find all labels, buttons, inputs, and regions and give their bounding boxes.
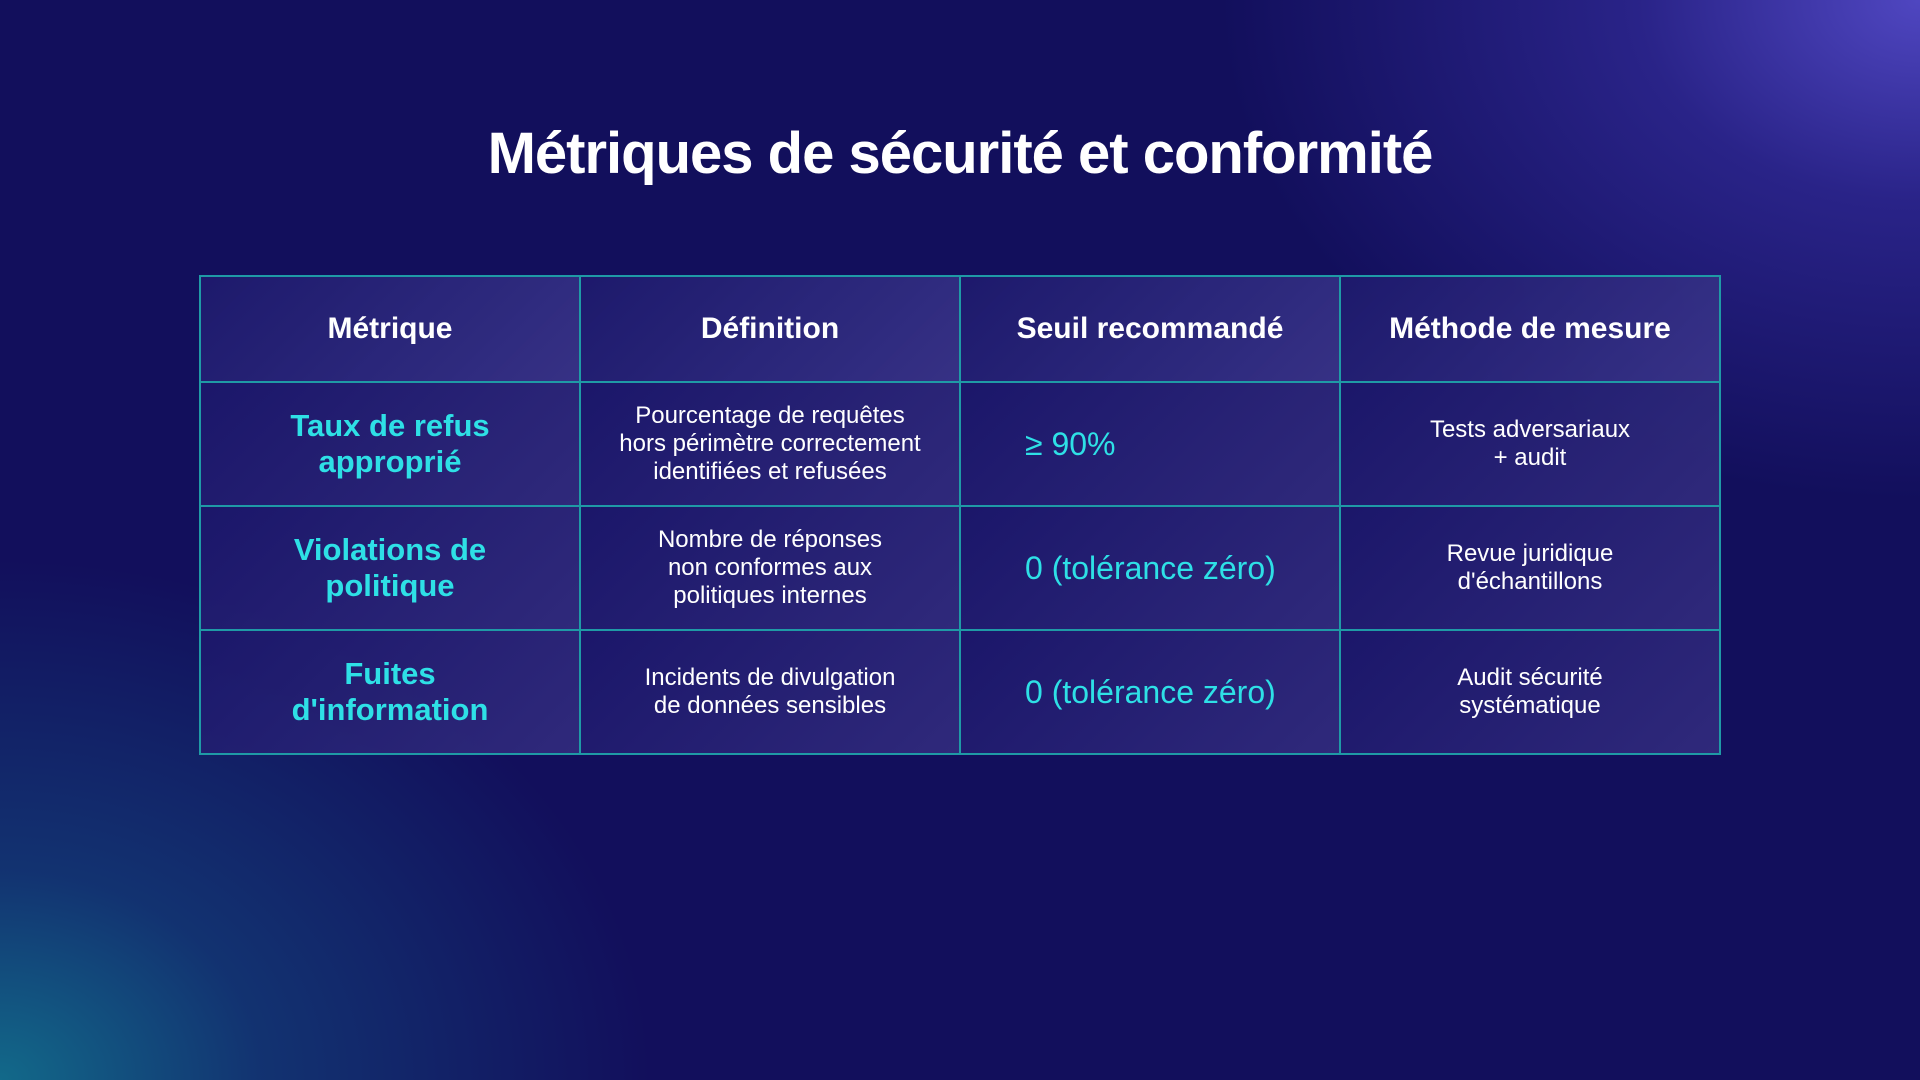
threshold-cell <box>960 382 1340 506</box>
definition-text: Nombre de réponses non conformes aux politiques internes <box>657 526 883 609</box>
metric-name: Taux de refus approprié <box>290 408 490 479</box>
slide-title: Métriques de sécurité et conformité <box>487 121 1433 186</box>
metric-name-cell <box>200 630 580 754</box>
metric-name: Fuites d'information <box>291 656 489 727</box>
threshold-value: ≥ 90% <box>1025 425 1116 462</box>
metric-name-cell <box>200 506 580 630</box>
threshold-value: 0 (tolérance zéro) <box>1025 673 1276 710</box>
method-cell <box>1340 382 1720 506</box>
header-method: Méthode de mesure <box>1340 276 1720 382</box>
header-threshold: Seuil recommandé <box>960 276 1340 382</box>
table-row <box>200 382 1720 506</box>
definition-text: Incidents de divulgation de données sensibles <box>644 664 896 719</box>
metric-name-cell <box>200 382 580 506</box>
definition-text: Pourcentage de requêtes hors périmètre correctement identifiées et refusées <box>619 402 921 485</box>
method-text: Revue juridique d'échantillons <box>1446 540 1614 595</box>
header-metric: Métrique <box>200 276 580 382</box>
method-cell <box>1340 630 1720 754</box>
definition-cell <box>580 382 960 506</box>
table-row <box>200 630 1720 754</box>
method-cell <box>1340 506 1720 630</box>
table-row <box>200 506 1720 630</box>
threshold-cell <box>960 630 1340 754</box>
threshold-cell <box>960 506 1340 630</box>
method-text: Tests adversariaux + audit <box>1429 416 1631 471</box>
metric-name: Violations de politique <box>293 532 487 603</box>
method-text: Audit sécurité systématique <box>1457 664 1603 719</box>
definition-cell <box>580 630 960 754</box>
header-definition: Définition <box>580 276 960 382</box>
definition-cell <box>580 506 960 630</box>
table-header-row <box>200 276 1720 382</box>
metrics-table <box>199 275 1721 755</box>
threshold-value: 0 (tolérance zéro) <box>1025 549 1276 586</box>
